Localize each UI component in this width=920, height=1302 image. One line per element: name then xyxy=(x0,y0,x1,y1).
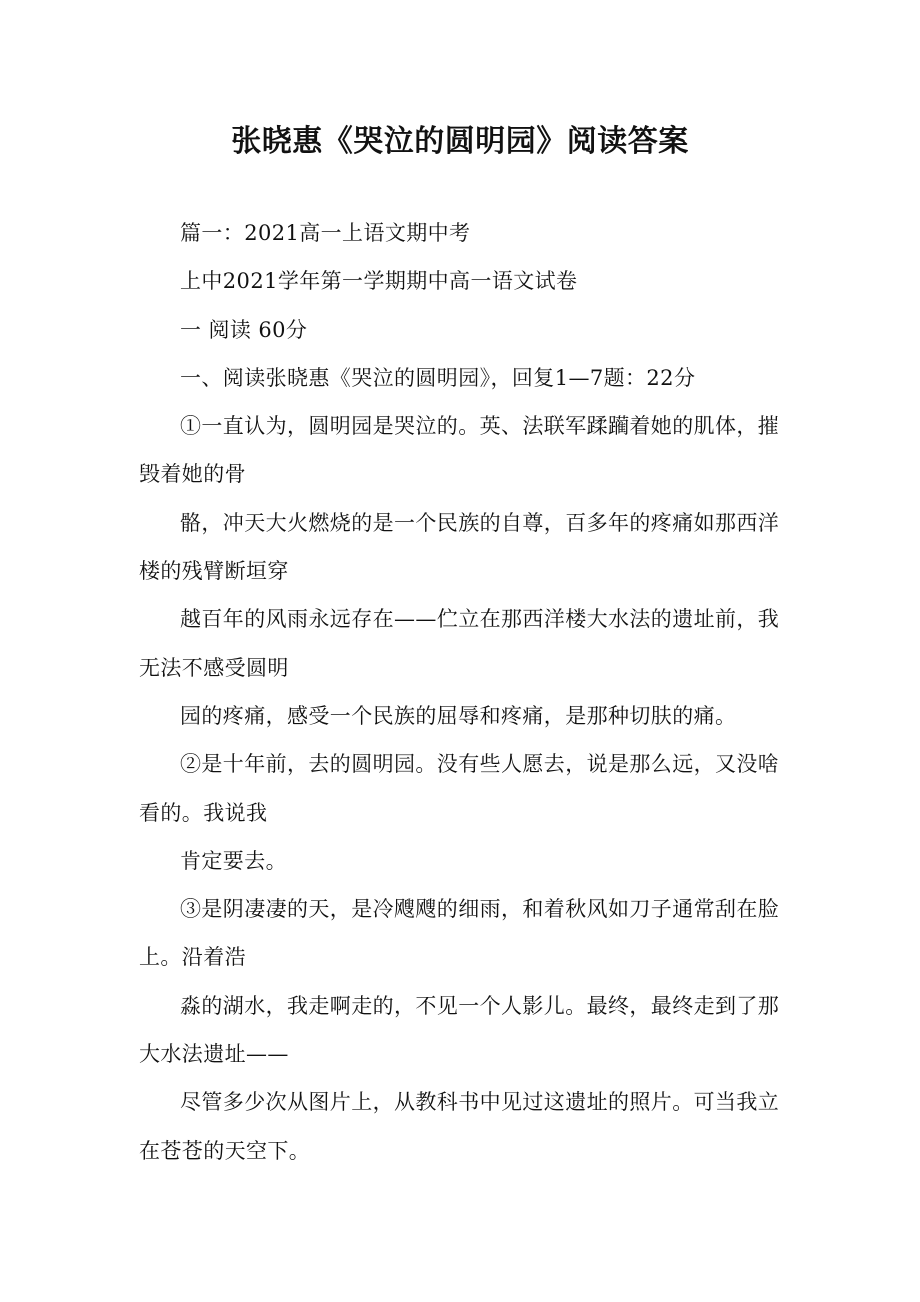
text-line: ②是十年前，去的圆明园。没有些人愿去，说是那么远，又没啥 xyxy=(180,752,780,777)
text-line: 在苍苍的天空下。 xyxy=(139,1138,311,1163)
text-line: 楼的残臂断垣穿 xyxy=(139,559,289,584)
text-line: 园的疼痛，感受一个民族的屈辱和疼痛，是那种切肤的痛。 xyxy=(180,703,737,728)
text-line: 一、阅读张晓惠《哭泣的圆明园》，回复1—7题：22分 xyxy=(180,365,696,390)
document-title: 张晓惠《哭泣的圆明园》阅读答案 xyxy=(231,124,689,159)
text-line: 无法不感受圆明 xyxy=(139,655,289,680)
text-line: 尽管多少次从图片上，从教科书中见过这遗址的照片。可当我立 xyxy=(180,1090,780,1115)
text-line: 大水法遗址—— xyxy=(139,1042,289,1067)
text-line: 上。沿着浩 xyxy=(139,945,246,970)
text-line: 肯定要去。 xyxy=(180,848,287,873)
text-line: 毁着她的骨 xyxy=(139,462,246,487)
text-line: 篇一：2021高一上语文期中考 xyxy=(180,221,471,245)
text-line: 一 阅读 60分 xyxy=(180,317,308,342)
document-body xyxy=(139,209,799,1175)
text-line: 上中2021学年第一学期期中高一语文试卷 xyxy=(180,269,578,294)
text-line: 淼的湖水，我走啊走的，不见一个人影儿。最终，最终走到了那 xyxy=(180,993,780,1018)
text-line: 越百年的风雨永远存在——伫立在那西洋楼大水法的遗址前，我 xyxy=(180,607,780,632)
text-line: 骼，冲天大火燃烧的是一个民族的自尊，百多年的疼痛如那西洋 xyxy=(180,510,780,535)
text-line: 看的。我说我 xyxy=(139,800,268,825)
text-line: ③是阴凄凄的天，是冷飕飕的细雨，和着秋风如刀子通常刮在脸 xyxy=(180,897,780,922)
text-line: ①一直认为，圆明园是哭泣的。英、法联军蹂躏着她的肌体，摧 xyxy=(180,414,780,439)
